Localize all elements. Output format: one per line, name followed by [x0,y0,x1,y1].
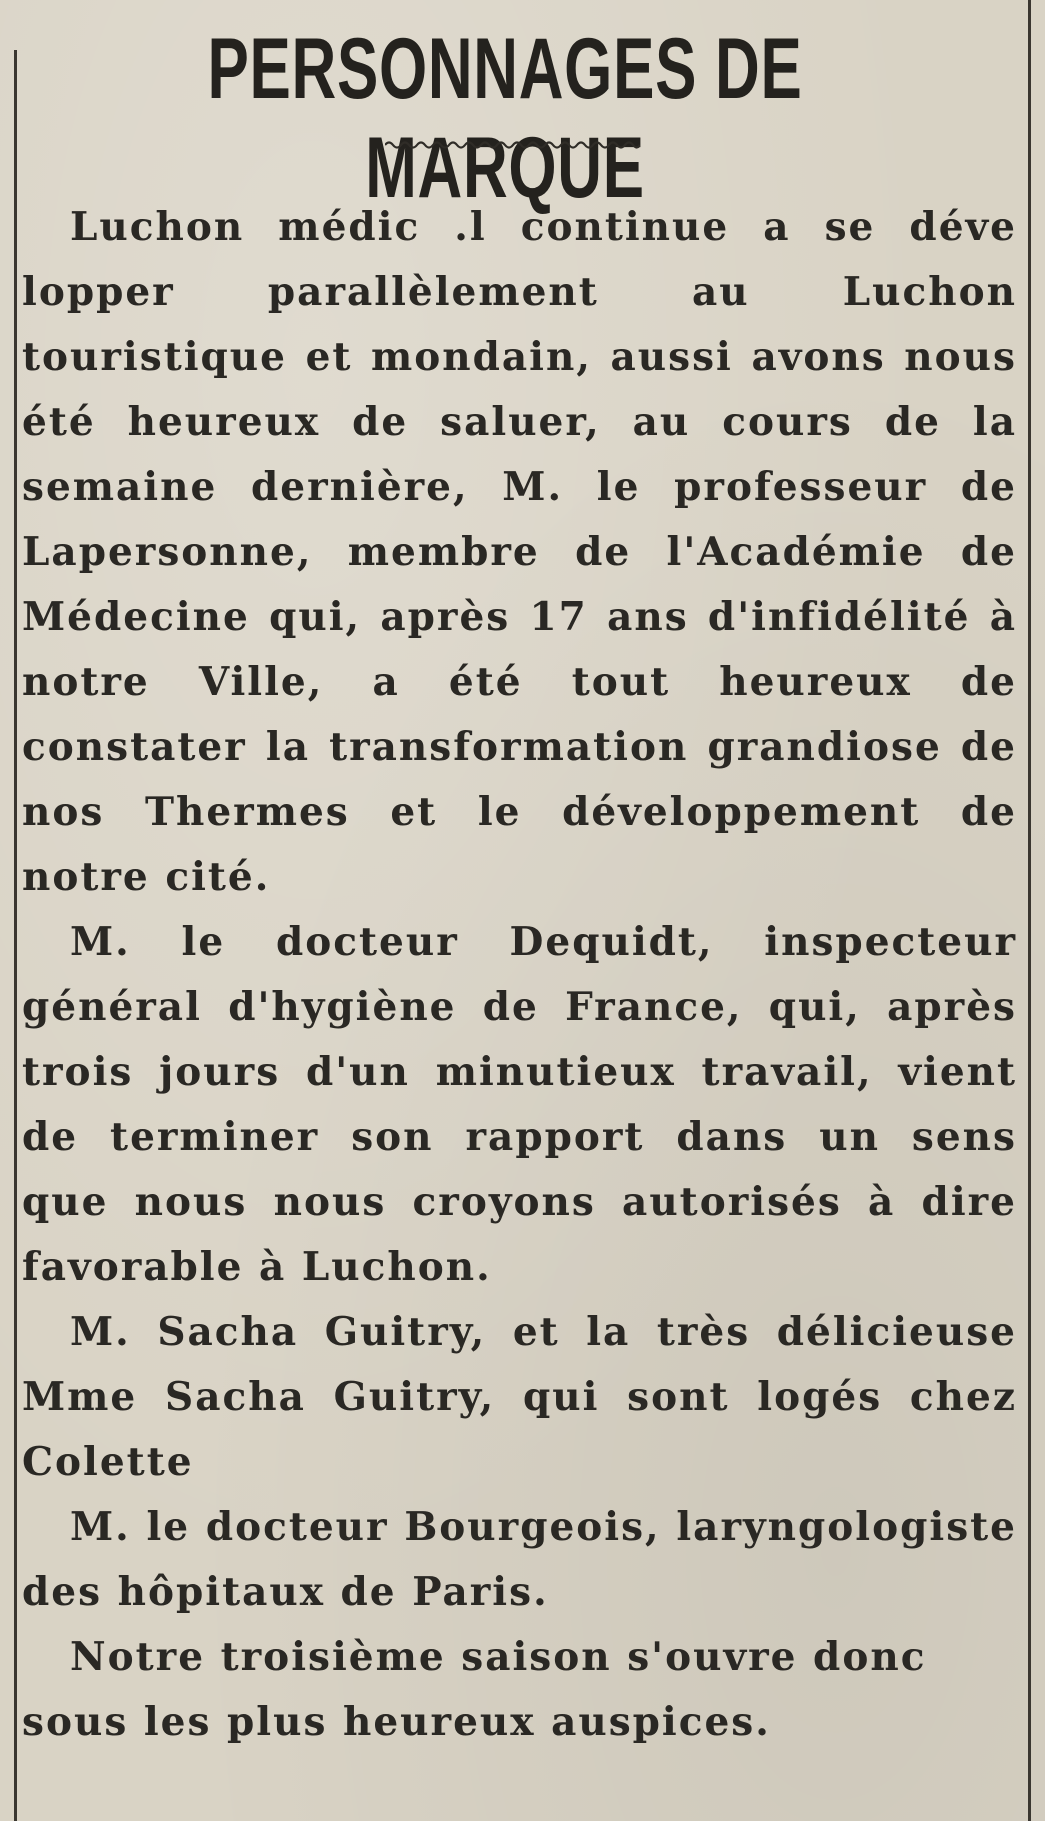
right-column-rule [1028,0,1031,1821]
article-headline: PERSONNAGES DE MARQUE [207,21,803,216]
paragraph-dequidt: M. le docteur Dequidt, inspecteur général d'hygiène de France, qui, après trois jours d'un minutieux travail, vient de terminer son rapport dans un sens que nous nous croyons autorisés à dire favorable à Luchon. [22,919,1017,1290]
paragraph-luchon-medical: Luchon médic .l continue a se déve lopper parallèlement au Luchon touristique et mondain, aussi avons nous été heureux de saluer, au cours de la semaine dernière, M. le professeur de Lapersonne, membre de l'Académie de Médecine qui, après 17 ans d'infidélité à notre Ville, a été tout heureux de constater la transformation grandiose de nos Thermes et le développement de notre cité. [22,204,1017,900]
article-body [22,195,1017,1755]
left-column-rule [14,50,17,1821]
paragraph-closing: Notre troisième saison s'ouvre donc sous les plus heureux auspices. [22,1634,927,1745]
decorative-wavy-rule [385,138,640,152]
paragraph-bourgeois: M. le docteur Bourgeois, laryngologiste des hôpitaux de Paris. [22,1504,1017,1615]
paragraph-guitry: M. Sacha Guitry, et la très délicieuse Mme Sacha Guitry, qui sont logés chez Colette [22,1309,1017,1485]
